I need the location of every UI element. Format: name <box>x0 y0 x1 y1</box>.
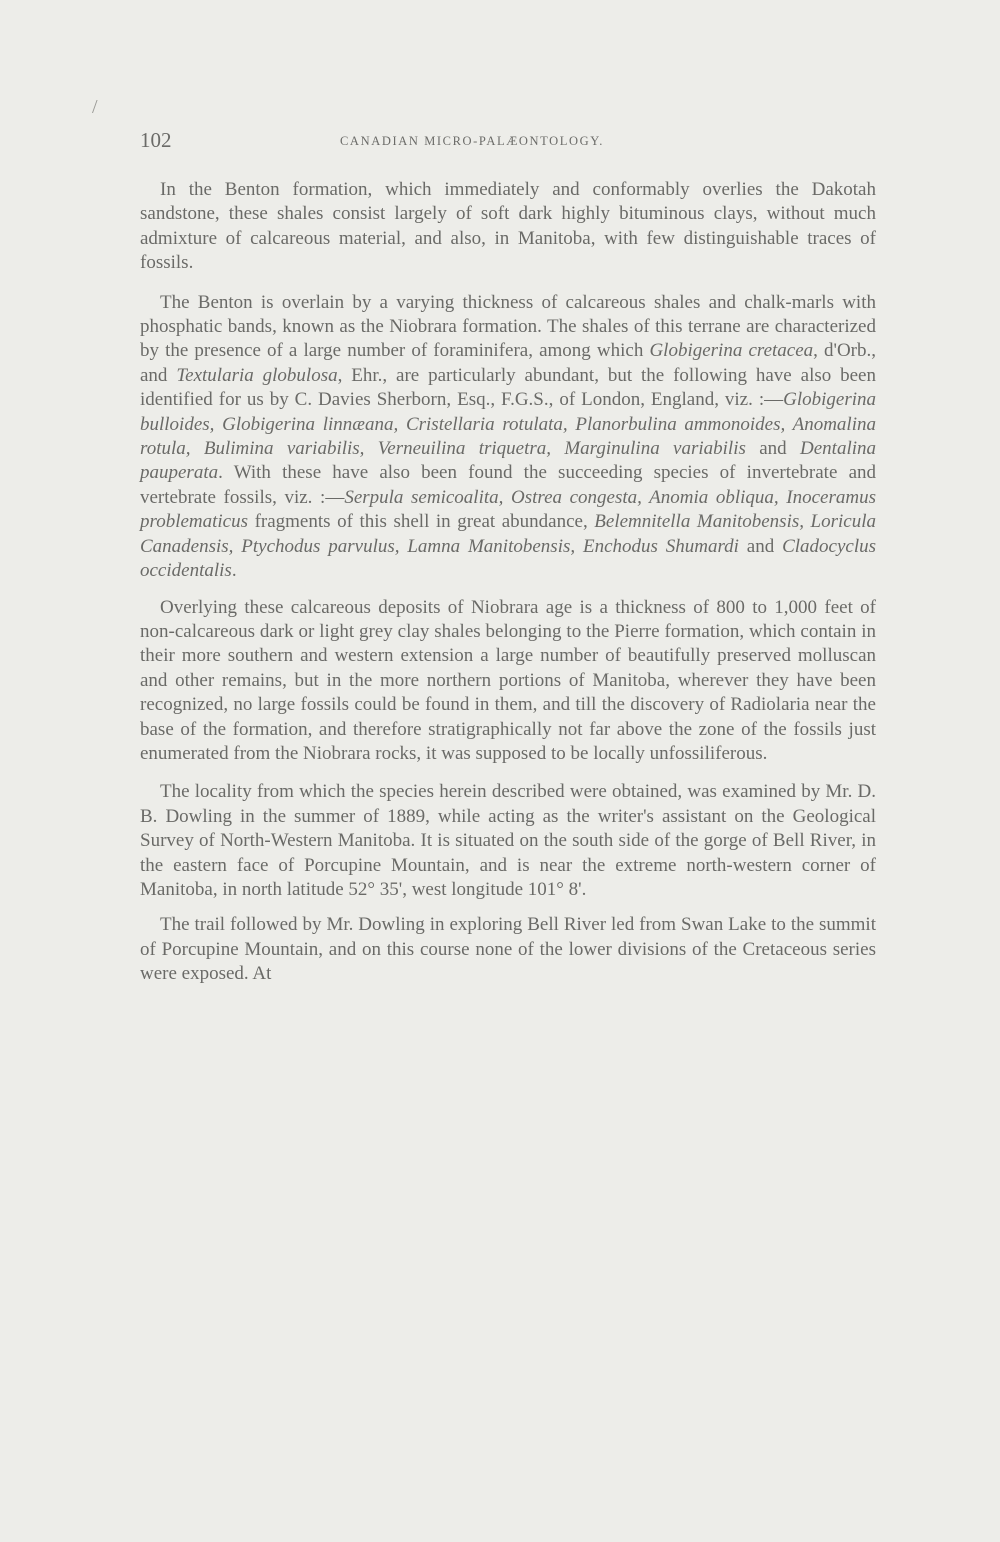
text-run: , Ehr., are particularly abundant, but the following have also been identified for us by C. Davies Sherborn, Esq., F.G.S., of London, England, viz. :— <box>140 364 876 411</box>
italic-taxon-run: Globigerina cretacea <box>649 340 814 362</box>
italic-taxon-run: Belemnitella Manitobensis, Loricula Canadensis, Ptychodus parvulus, Lamna Manitobensis, Enchodus Shumardi <box>140 511 877 557</box>
italic-taxon-run: Cladocyclus occidentalis <box>140 535 876 582</box>
page-header <box>140 128 880 158</box>
text-run: The Benton is overlain by a varying thickness of calcareous shales and chalk-marls with phosphatic bands, known as the Niobrara formation. The shales of this terrane are characterized by the presence of a large number of foraminifera, among which <box>140 291 876 362</box>
paragraph-benton <box>140 178 876 276</box>
text-run: In the Benton formation, which immediately and conformably overlies the Dakotah sandstone, these shales consist largely of soft dark highly bituminous clays, without much admixture of calcareous material, and also, in Manitoba, with few distinguishable traces of fossils. <box>140 179 876 274</box>
text-run: The trail followed by Mr. Dowling in exploring Bell River led from Swan Lake to the summit of Porcupine Mountain, and on this course none of the lower divisions of the Cretaceous series were exposed. At <box>140 914 876 985</box>
text-run: , d'Orb., and <box>140 340 876 386</box>
page-number: 102 <box>140 128 172 152</box>
italic-taxon-run: Serpula semicoalita, Ostrea congesta, Anomia obliqua, Inoceramus problematicus <box>140 486 876 533</box>
italic-taxon-run: Dentalina pauperata <box>140 438 877 484</box>
italic-taxon-run: Textularia globulosa <box>176 364 338 386</box>
margin-pencil-mark: / <box>92 96 98 118</box>
text-run: . With these have also been found the succeeding species of invertebrate and vertebrate fossils, viz. :— <box>140 462 876 508</box>
paragraph-niobrara <box>140 291 876 584</box>
italic-taxon-run: Globigerina bulloides, Globigerina linnæana, Cristellaria rotulata, Planorbulina ammonoides, Anomalina rotula, Bulimina variabilis, Verneuilina triquetra, Marginulina variabilis <box>140 389 876 460</box>
paragraph-trail <box>140 913 876 986</box>
text-run: . <box>231 560 237 582</box>
text-run: Overlying these calcareous deposits of Niobrara age is a thickness of 800 to 1,000 feet of non-calcareous dark or light grey clay shales belonging to the Pierre formation, which contain in their more southern and western extension a large number of beautifully preserved molluscan and other remains, but in the more northern portions of Manitoba, wherever they have been recognized, no large fossils could be found in them, and till the discovery of Radiolaria near the base of the formation, and therefore stratigraphically not far above the zone of the fossils just enumerated from the Niobrara rocks, it was supposed to be locally unfossiliferous. <box>140 596 876 764</box>
paragraph-pierre <box>140 596 876 767</box>
text-run: and <box>738 535 783 557</box>
paragraph-locality <box>140 780 876 902</box>
body-text <box>140 178 876 1002</box>
text-run: The locality from which the species herein described were obtained, was examined by Mr. D. B. Dowling in the summer of 1889, while acting as the writer's assistant on the Geological Survey of North-Western Manitoba. It is situated on the south side of the gorge of Bell River, in the eastern face of Porcupine Mountain, and is near the extreme north-western corner of Manitoba, in north latitude 52° 35', west longitude 101° 8'. <box>140 781 876 900</box>
running-title: CANADIAN MICRO-PALÆONTOLOGY. <box>340 134 605 148</box>
text-run: and <box>745 438 801 460</box>
text-run: fragments of this shell in great abundance, <box>248 511 595 533</box>
